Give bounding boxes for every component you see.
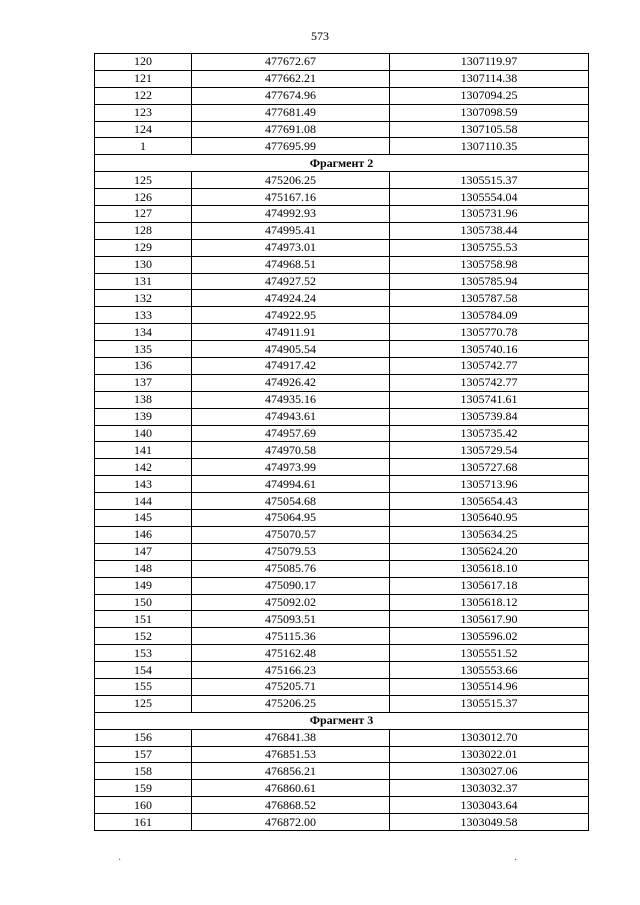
point-number-cell: 126: [95, 189, 192, 206]
table-row: [95, 476, 589, 493]
table-row: [95, 391, 589, 408]
x-coordinate-cell: 475115.36: [192, 628, 390, 645]
y-coordinate-cell: 1305640.95: [390, 510, 589, 527]
y-coordinate-cell: 1305713.96: [390, 476, 589, 493]
table-row: [95, 172, 589, 189]
fragment-header-row: [95, 155, 589, 172]
x-coordinate-cell: 474970.58: [192, 442, 390, 459]
table-row: [95, 526, 589, 543]
y-coordinate-cell: 1307119.97: [390, 54, 589, 71]
x-coordinate-cell: 474924.24: [192, 290, 390, 307]
x-coordinate-cell: 474943.61: [192, 408, 390, 425]
table-row: [95, 374, 589, 391]
table-row: [95, 442, 589, 459]
table-row: [95, 797, 589, 814]
y-coordinate-cell: 1305731.96: [390, 206, 589, 223]
point-number-cell: 129: [95, 239, 192, 256]
point-number-cell: 145: [95, 510, 192, 527]
table-row: [95, 746, 589, 763]
y-coordinate-cell: 1305738.44: [390, 222, 589, 239]
x-coordinate-cell: 475092.02: [192, 594, 390, 611]
y-coordinate-cell: 1305618.10: [390, 560, 589, 577]
point-number-cell: 136: [95, 358, 192, 375]
y-coordinate-cell: 1305515.37: [390, 695, 589, 712]
x-coordinate-cell: 475205.71: [192, 678, 390, 695]
y-coordinate-cell: 1305785.94: [390, 273, 589, 290]
x-coordinate-cell: 475090.17: [192, 577, 390, 594]
point-number-cell: 149: [95, 577, 192, 594]
table-row: [95, 70, 589, 87]
x-coordinate-cell: 475162.48: [192, 645, 390, 662]
point-number-cell: 155: [95, 678, 192, 695]
x-coordinate-cell: 476856.21: [192, 763, 390, 780]
point-number-cell: 161: [95, 814, 192, 831]
y-coordinate-cell: 1305758.98: [390, 256, 589, 273]
y-coordinate-cell: 1307114.38: [390, 70, 589, 87]
y-coordinate-cell: 1305617.18: [390, 577, 589, 594]
x-coordinate-cell: 475206.25: [192, 695, 390, 712]
table-row: [95, 543, 589, 560]
x-coordinate-cell: 475079.53: [192, 543, 390, 560]
point-number-cell: 123: [95, 104, 192, 121]
table-row: [95, 560, 589, 577]
table-row: [95, 324, 589, 341]
y-coordinate-cell: 1305739.84: [390, 408, 589, 425]
y-coordinate-cell: 1305553.66: [390, 662, 589, 679]
table-row: [95, 408, 589, 425]
x-coordinate-cell: 476868.52: [192, 797, 390, 814]
x-coordinate-cell: 476860.61: [192, 780, 390, 797]
y-coordinate-cell: 1305742.77: [390, 358, 589, 375]
point-number-cell: 140: [95, 425, 192, 442]
table-row: [95, 121, 589, 138]
y-coordinate-cell: 1305514.96: [390, 678, 589, 695]
y-coordinate-cell: 1305740.16: [390, 341, 589, 358]
y-coordinate-cell: 1303027.06: [390, 763, 589, 780]
fragment-header-row: [95, 712, 589, 729]
x-coordinate-cell: 475085.76: [192, 560, 390, 577]
point-number-cell: 144: [95, 493, 192, 510]
point-number-cell: 150: [95, 594, 192, 611]
y-coordinate-cell: 1303032.37: [390, 780, 589, 797]
point-number-cell: 141: [95, 442, 192, 459]
x-coordinate-cell: 474957.69: [192, 425, 390, 442]
y-coordinate-cell: 1307094.25: [390, 87, 589, 104]
y-coordinate-cell: 1305596.02: [390, 628, 589, 645]
x-coordinate-cell: 477681.49: [192, 104, 390, 121]
table-row: [95, 695, 589, 712]
table-row: [95, 138, 589, 155]
point-number-cell: 154: [95, 662, 192, 679]
table-row: [95, 206, 589, 223]
table-row: [95, 459, 589, 476]
point-number-cell: 159: [95, 780, 192, 797]
point-number-cell: 142: [95, 459, 192, 476]
point-number-cell: 122: [95, 87, 192, 104]
table-row: [95, 577, 589, 594]
table-row: [95, 594, 589, 611]
coordinates-table: [94, 53, 589, 831]
x-coordinate-cell: 475166.23: [192, 662, 390, 679]
y-coordinate-cell: 1305618.12: [390, 594, 589, 611]
x-coordinate-cell: 474911.91: [192, 324, 390, 341]
point-number-cell: 156: [95, 729, 192, 746]
point-number-cell: 132: [95, 290, 192, 307]
y-coordinate-cell: 1305735.42: [390, 425, 589, 442]
x-coordinate-cell: 474922.95: [192, 307, 390, 324]
x-coordinate-cell: 474973.01: [192, 239, 390, 256]
x-coordinate-cell: 474926.42: [192, 374, 390, 391]
scan-speck: ·: [118, 855, 122, 866]
y-coordinate-cell: 1305617.90: [390, 611, 589, 628]
y-coordinate-cell: 1305624.20: [390, 543, 589, 560]
table-row: [95, 290, 589, 307]
point-number-cell: 148: [95, 560, 192, 577]
y-coordinate-cell: 1307110.35: [390, 138, 589, 155]
table-row: [95, 510, 589, 527]
point-number-cell: 121: [95, 70, 192, 87]
point-number-cell: 143: [95, 476, 192, 493]
x-coordinate-cell: 474935.16: [192, 391, 390, 408]
y-coordinate-cell: 1303043.64: [390, 797, 589, 814]
y-coordinate-cell: 1305727.68: [390, 459, 589, 476]
y-coordinate-cell: 1303022.01: [390, 746, 589, 763]
point-number-cell: 125: [95, 172, 192, 189]
point-number-cell: 160: [95, 797, 192, 814]
y-coordinate-cell: 1307105.58: [390, 121, 589, 138]
point-number-cell: 152: [95, 628, 192, 645]
table-row: [95, 814, 589, 831]
y-coordinate-cell: 1305634.25: [390, 526, 589, 543]
x-coordinate-cell: 475167.16: [192, 189, 390, 206]
point-number-cell: 1: [95, 138, 192, 155]
point-number-cell: 131: [95, 273, 192, 290]
x-coordinate-cell: 475070.57: [192, 526, 390, 543]
table-row: [95, 189, 589, 206]
x-coordinate-cell: 474992.93: [192, 206, 390, 223]
x-coordinate-cell: 477672.67: [192, 54, 390, 71]
table-row: [95, 763, 589, 780]
table-row: [95, 662, 589, 679]
table-row: [95, 645, 589, 662]
point-number-cell: 128: [95, 222, 192, 239]
x-coordinate-cell: 475064.95: [192, 510, 390, 527]
x-coordinate-cell: 476841.38: [192, 729, 390, 746]
x-coordinate-cell: 474994.61: [192, 476, 390, 493]
x-coordinate-cell: 475054.68: [192, 493, 390, 510]
y-coordinate-cell: 1303012.70: [390, 729, 589, 746]
y-coordinate-cell: 1305554.04: [390, 189, 589, 206]
scan-speck: ·: [514, 855, 518, 866]
table-row: [95, 341, 589, 358]
table-row: [95, 425, 589, 442]
y-coordinate-cell: 1307098.59: [390, 104, 589, 121]
y-coordinate-cell: 1305654.43: [390, 493, 589, 510]
table-row: [95, 493, 589, 510]
table-row: [95, 729, 589, 746]
point-number-cell: 153: [95, 645, 192, 662]
point-number-cell: 157: [95, 746, 192, 763]
table-row: [95, 358, 589, 375]
table-row: [95, 87, 589, 104]
point-number-cell: 130: [95, 256, 192, 273]
table-row: [95, 678, 589, 695]
x-coordinate-cell: 475093.51: [192, 611, 390, 628]
point-number-cell: 151: [95, 611, 192, 628]
x-coordinate-cell: 475206.25: [192, 172, 390, 189]
table-row: [95, 104, 589, 121]
table-row: [95, 628, 589, 645]
y-coordinate-cell: 1305755.53: [390, 239, 589, 256]
x-coordinate-cell: 477691.08: [192, 121, 390, 138]
x-coordinate-cell: 474905.54: [192, 341, 390, 358]
y-coordinate-cell: 1303049.58: [390, 814, 589, 831]
point-number-cell: 138: [95, 391, 192, 408]
point-number-cell: 137: [95, 374, 192, 391]
point-number-cell: 125: [95, 695, 192, 712]
y-coordinate-cell: 1305770.78: [390, 324, 589, 341]
x-coordinate-cell: 474917.42: [192, 358, 390, 375]
x-coordinate-cell: 474968.51: [192, 256, 390, 273]
y-coordinate-cell: 1305784.09: [390, 307, 589, 324]
coordinates-table-body: [95, 54, 589, 831]
point-number-cell: 124: [95, 121, 192, 138]
fragment-label: Фрагмент 3: [95, 712, 589, 729]
x-coordinate-cell: 476872.00: [192, 814, 390, 831]
table-row: [95, 611, 589, 628]
y-coordinate-cell: 1305742.77: [390, 374, 589, 391]
point-number-cell: 134: [95, 324, 192, 341]
y-coordinate-cell: 1305515.37: [390, 172, 589, 189]
point-number-cell: 146: [95, 526, 192, 543]
x-coordinate-cell: 476851.53: [192, 746, 390, 763]
x-coordinate-cell: 477662.21: [192, 70, 390, 87]
point-number-cell: 127: [95, 206, 192, 223]
point-number-cell: 147: [95, 543, 192, 560]
y-coordinate-cell: 1305741.61: [390, 391, 589, 408]
table-row: [95, 222, 589, 239]
point-number-cell: 139: [95, 408, 192, 425]
point-number-cell: 133: [95, 307, 192, 324]
y-coordinate-cell: 1305551.52: [390, 645, 589, 662]
table-row: [95, 780, 589, 797]
table-row: [95, 239, 589, 256]
fragment-label: Фрагмент 2: [95, 155, 589, 172]
page-number: 573: [311, 29, 329, 43]
x-coordinate-cell: 474927.52: [192, 273, 390, 290]
table-row: [95, 273, 589, 290]
point-number-cell: 135: [95, 341, 192, 358]
y-coordinate-cell: 1305787.58: [390, 290, 589, 307]
x-coordinate-cell: 477674.96: [192, 87, 390, 104]
point-number-cell: 158: [95, 763, 192, 780]
x-coordinate-cell: 474995.41: [192, 222, 390, 239]
table-row: [95, 307, 589, 324]
table-row: [95, 54, 589, 71]
y-coordinate-cell: 1305729.54: [390, 442, 589, 459]
x-coordinate-cell: 474973.99: [192, 459, 390, 476]
table-row: [95, 256, 589, 273]
x-coordinate-cell: 477695.99: [192, 138, 390, 155]
point-number-cell: 120: [95, 54, 192, 71]
